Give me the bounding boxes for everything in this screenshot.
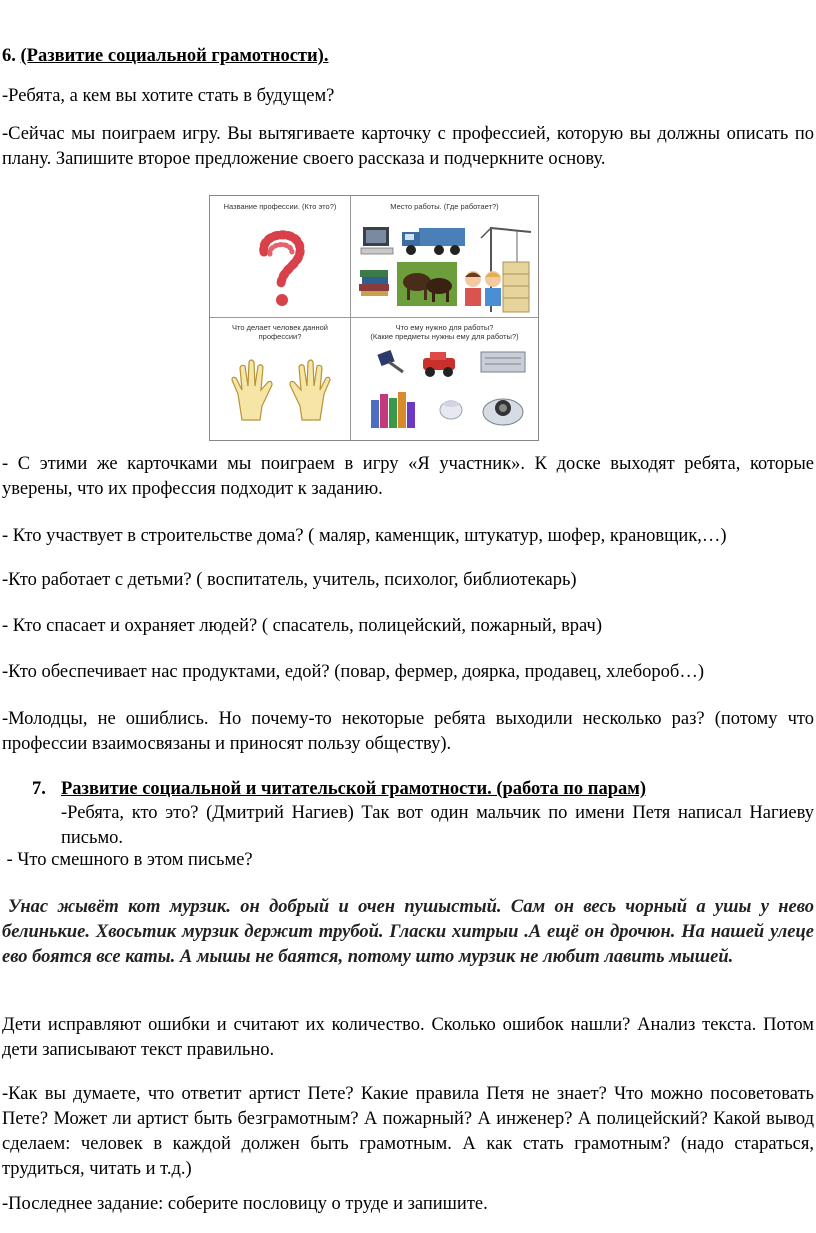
cup-icon: [437, 394, 465, 422]
card-quadrant-tools: [351, 318, 538, 440]
card-caption-action-2: профессии?: [258, 332, 302, 341]
machine-icon: [477, 346, 529, 376]
question-funny: - Что смешного в этом письме?: [2, 850, 253, 870]
section-7-title: Развитие социальной и читательской грамотности. (работа по парам): [61, 779, 646, 799]
truck-icon: [399, 222, 469, 258]
thread-spools-icon: [369, 386, 419, 430]
paragraph-game: -Сейчас мы поиграем игру. Вы вытягиваете карточку с профессией, которую вы должны описать по плану. Запишите второе предложение своего рассказа и подчеркните основу.: [2, 124, 814, 169]
question-food: -Кто обеспечивает нас продуктами, едой? (повар, фермер, доярка, продавец, хлебороб…): [2, 662, 705, 682]
section-6-title: (Развитие социальной грамотности).: [20, 46, 329, 66]
cows-icon: [397, 262, 457, 306]
paragraph-think: -Как вы думаете, что ответит артист Пете? Какие правила Петя не знает? Что можно посоветовать Пете? Может ли артист быть безграмотным? А пожарный? А инженер? А полицейский? Какой вывод сделаем: человек в каждой должен быть грамотным. А как стать грамотным? (надо стараться, трудиться, читать и т.д.): [2, 1084, 814, 1179]
hands-icon: [228, 358, 334, 424]
section-6-heading: [2, 44, 814, 69]
question-rescue: - Кто спасает и охраняет людей? ( спасатель, полицейский, пожарный, врач): [2, 616, 602, 636]
paragraph-well-done: -Молодцы, не ошиблись. Но почему-то некоторые ребята выходили несколько раз? (потому что профессии взаимосвязаны и приносят пользу обществу).: [2, 709, 814, 754]
card-caption-action-1: Что делает человек данной: [232, 323, 328, 332]
computer-icon: [359, 226, 395, 256]
card-caption-tools-1: Что ему нужно для работы?: [395, 323, 494, 332]
children-icon: [461, 268, 505, 306]
card-caption-tools-2: (Какие предметы нужны ему для работы?): [370, 332, 519, 341]
card-caption-workplace: Место работы. (Где работает?): [390, 202, 499, 211]
device-icon: [481, 388, 525, 428]
paragraph-last-task: -Последнее задание: соберите пословицу о труде и запишите.: [2, 1194, 488, 1214]
card-caption-name: Название профессии. (Кто это?): [223, 202, 337, 211]
paragraph-fix-errors: Дети исправляют ошибки и считают их количество. Сколько ошибок нашли? Анализ текста. Потом дети записывают текст правильно.: [2, 1015, 814, 1060]
section-7-intro: -Ребята, кто это? (Дмитрий Нагиев) Так вот один мальчик по имени Петя написал Нагиеву письмо.: [61, 803, 814, 848]
question-future: -Ребята, а кем вы хотите стать в будущем?: [2, 86, 335, 106]
question-building: - Кто участвует в строительстве дома? ( маляр, каменщик, штукатур, шофер, крановщик,…): [2, 526, 727, 546]
section-7-number: 7.: [32, 779, 46, 799]
card-quadrant-name: [210, 196, 351, 318]
paragraph-cards-game: - С этими же карточками мы поиграем в игру «Я участник». К доске выходят ребята, которые уверены, что их профессия подходит к заданию.: [2, 454, 814, 499]
books-icon: [357, 264, 391, 298]
letter-text: [2, 895, 814, 970]
card-quadrant-action: [210, 318, 351, 440]
toy-car-icon: [419, 348, 459, 378]
question-children: -Кто работает с детьми? ( воспитатель, учитель, психолог, библиотекарь): [2, 570, 577, 590]
section-6-number: 6.: [2, 46, 16, 66]
tool-icon: [373, 348, 407, 374]
card-quadrant-workplace: [351, 196, 538, 318]
profession-card-figure: [209, 195, 539, 441]
letter-body: Унас жывёт кот мурзик. он добрый и очен пушыстый. Сам он весь чорный а ушы у нево белинькие. Хвосьтик мурзик держит трубой. Гласки хитрыи .А ещё он дрочюн. На нашей улеце ево боятся все каты. А мышы не баятся, потому што мурзик не любит лавить мышей.: [2, 897, 814, 967]
question-mark-icon: [248, 222, 312, 312]
